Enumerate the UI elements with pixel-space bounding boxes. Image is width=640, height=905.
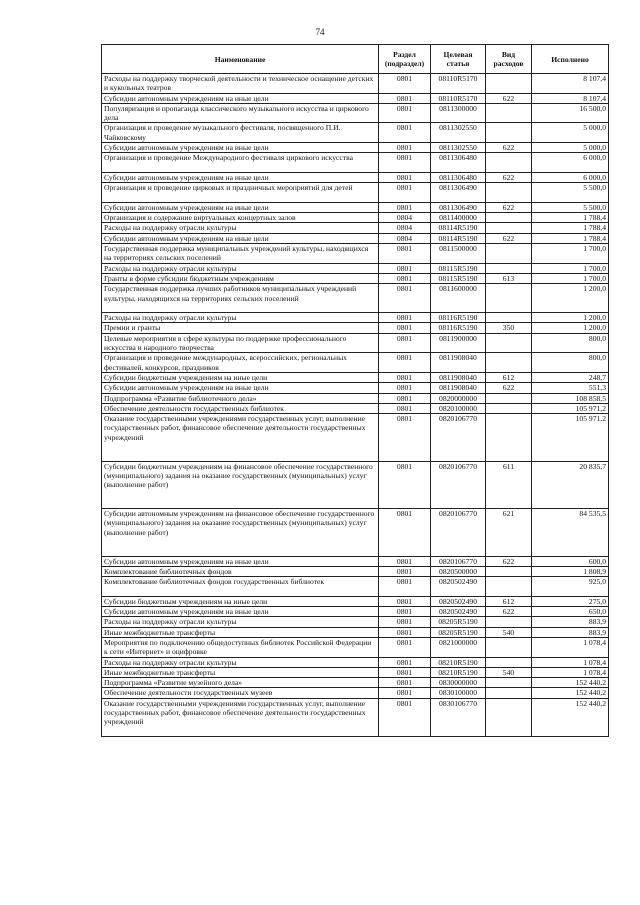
cell-executed: 6 000,0 [532, 153, 609, 173]
cell-target: 0811306490 [431, 202, 486, 212]
cell-executed: 5 000,0 [532, 143, 609, 153]
cell-section: 0801 [379, 333, 431, 353]
table-row [102, 93, 609, 103]
cell-name: Обеспечение деятельности государственных библиотек [102, 403, 379, 413]
table-row [102, 172, 609, 182]
cell-executed: 5 000,0 [532, 123, 609, 143]
cell-target: 0821000000 [431, 637, 486, 657]
cell-section: 0801 [379, 688, 431, 698]
cell-section: 0801 [379, 103, 431, 123]
cell-section: 0801 [379, 284, 431, 313]
cell-name: Мероприятия по подключению общедоступных библиотек Российской Федерации к сети «Интернет» и оцифровке [102, 637, 379, 657]
cell-section: 0801 [379, 566, 431, 576]
cell-expense-type: 622 [486, 202, 532, 212]
cell-expense-type: 622 [486, 93, 532, 103]
cell-expense-type [486, 313, 532, 323]
cell-name: Организация и проведение музыкального фестиваля, посвященного П.И. Чайковскому [102, 123, 379, 143]
cell-target: 08205R5190 [431, 627, 486, 637]
cell-expense-type: 622 [486, 172, 532, 182]
cell-section: 0801 [379, 143, 431, 153]
cell-name: Популяризация и пропаганда классического музыкального искусства и циркового дела [102, 103, 379, 123]
cell-section: 0801 [379, 461, 431, 509]
cell-target: 08114R5190 [431, 233, 486, 243]
cell-target: 0811306480 [431, 153, 486, 173]
cell-expense-type: 622 [486, 556, 532, 566]
cell-section: 0801 [379, 383, 431, 393]
cell-expense-type [486, 393, 532, 403]
cell-expense-type [486, 678, 532, 688]
cell-name: Организация и проведение международных, всероссийских, региональных фестивалей, конкурсов, праздников [102, 353, 379, 373]
cell-target: 0820502490 [431, 596, 486, 606]
cell-executed: 1 078,4 [532, 657, 609, 667]
cell-expense-type [486, 414, 532, 462]
cell-executed: 883,9 [532, 627, 609, 637]
budget-execution-table [101, 44, 609, 737]
cell-section: 0801 [379, 577, 431, 597]
cell-expense-type [486, 74, 532, 94]
cell-target: 08116R5190 [431, 313, 486, 323]
table-row [102, 556, 609, 566]
cell-expense-type [486, 284, 532, 313]
table-body [102, 74, 609, 737]
page-number: 74 [315, 27, 325, 37]
cell-expense-type [486, 403, 532, 413]
cell-expense-type [486, 244, 532, 264]
cell-name: Иные межбюджетные трансферты [102, 667, 379, 677]
header-name: Наименование [102, 45, 379, 74]
cell-name: Субсидии автономным учреждениям на иные цели [102, 607, 379, 617]
cell-target: 0811306490 [431, 183, 486, 203]
cell-expense-type [486, 153, 532, 173]
cell-target: 08116R5190 [431, 323, 486, 333]
cell-target: 0811908040 [431, 372, 486, 382]
cell-expense-type: 540 [486, 667, 532, 677]
cell-executed: 105 971,2 [532, 414, 609, 462]
cell-section: 0801 [379, 627, 431, 637]
cell-executed: 650,0 [532, 607, 609, 617]
cell-name: Субсидии автономным учреждениям на иные цели [102, 556, 379, 566]
cell-expense-type [486, 688, 532, 698]
cell-target: 08115R5190 [431, 273, 486, 283]
cell-name: Целевые мероприятия в сфере культуры по поддержке профессионального искусства и народного творчества [102, 333, 379, 353]
cell-name: Субсидии бюджетным учреждениям на иные цели [102, 372, 379, 382]
cell-expense-type: 540 [486, 627, 532, 637]
table-row [102, 233, 609, 243]
cell-target: 0820100000 [431, 403, 486, 413]
cell-name: Организация и проведение цирковых и праздничных мероприятий для детей [102, 183, 379, 203]
cell-expense-type [486, 263, 532, 273]
cell-target: 08114R5190 [431, 223, 486, 233]
cell-section: 0801 [379, 678, 431, 688]
cell-expense-type: 613 [486, 273, 532, 283]
cell-executed: 1 788,4 [532, 213, 609, 223]
cell-executed: 1 788,4 [532, 233, 609, 243]
cell-section: 0801 [379, 244, 431, 264]
cell-section: 0801 [379, 183, 431, 203]
cell-section: 0801 [379, 607, 431, 617]
cell-section: 0801 [379, 313, 431, 323]
cell-section: 0801 [379, 596, 431, 606]
cell-name: Расходы на поддержку отрасли культуры [102, 263, 379, 273]
cell-executed: 5 500,0 [532, 202, 609, 212]
cell-name: Субсидии автономным учреждениям на иные цели [102, 172, 379, 182]
table-row [102, 596, 609, 606]
table-row [102, 202, 609, 212]
cell-expense-type [486, 637, 532, 657]
table-row [102, 414, 609, 462]
cell-name: Расходы на поддержку отрасли культуры [102, 617, 379, 627]
cell-executed: 8 107,4 [532, 74, 609, 94]
cell-executed: 5 500,0 [532, 183, 609, 203]
cell-name: Субсидии автономным учреждениям на иные цели [102, 93, 379, 103]
cell-target: 0811300000 [431, 103, 486, 123]
cell-executed: 925,0 [532, 577, 609, 597]
cell-expense-type [486, 657, 532, 667]
cell-target: 0820106770 [431, 556, 486, 566]
cell-target: 0811900000 [431, 333, 486, 353]
cell-executed: 84 535,5 [532, 509, 609, 557]
cell-section: 0801 [379, 617, 431, 627]
cell-target: 08110R5170 [431, 74, 486, 94]
table-row [102, 698, 609, 736]
cell-name: Субсидии бюджетным учреждениям на финансовое обеспечение государственного (муниципального) задания на оказание государственных (муниципальных) услуг (выполнение работ) [102, 461, 379, 509]
cell-section: 0801 [379, 172, 431, 182]
cell-executed: 1 700,0 [532, 244, 609, 264]
cell-expense-type: 621 [486, 509, 532, 557]
cell-section: 0801 [379, 698, 431, 736]
cell-name: Оказание государственными учреждениями государственных услуг, выполнение государственных работ, финансовое обеспечение деятельности государственных учреждений [102, 414, 379, 462]
table-row [102, 393, 609, 403]
table-row [102, 627, 609, 637]
cell-expense-type [486, 617, 532, 627]
cell-section: 0801 [379, 273, 431, 283]
table-row [102, 273, 609, 283]
cell-expense-type: 622 [486, 607, 532, 617]
cell-expense-type: 622 [486, 143, 532, 153]
cell-target: 0811600000 [431, 284, 486, 313]
cell-executed: 105 971,2 [532, 403, 609, 413]
cell-executed: 1 078,4 [532, 667, 609, 677]
cell-name: Субсидии автономным учреждениям на финансовое обеспечение государственного (муниципального) задания на оказание государственных (муниципальных) услуг (выполнение работ) [102, 509, 379, 557]
cell-executed: 1 200,0 [532, 313, 609, 323]
cell-section: 0801 [379, 509, 431, 557]
cell-section: 0801 [379, 393, 431, 403]
cell-executed: 152 440,2 [532, 698, 609, 736]
cell-target: 0811500000 [431, 244, 486, 264]
cell-name: Государственная поддержка лучших работников муниципальных учреждений культуры, находящихся на территориях сельских поселений [102, 284, 379, 313]
cell-executed: 1 808,9 [532, 566, 609, 576]
cell-expense-type [486, 183, 532, 203]
cell-expense-type: 612 [486, 596, 532, 606]
table-row [102, 143, 609, 153]
cell-target: 0820106770 [431, 414, 486, 462]
cell-section: 0801 [379, 667, 431, 677]
header-target: Целевая статья [431, 45, 486, 74]
header-section: Раздел (подраздел) [379, 45, 431, 74]
cell-expense-type [486, 103, 532, 123]
cell-expense-type [486, 353, 532, 373]
cell-section: 0804 [379, 213, 431, 223]
table-row [102, 577, 609, 597]
cell-target: 0811908040 [431, 353, 486, 373]
table-row [102, 263, 609, 273]
table-header-row [102, 45, 609, 74]
table-row [102, 403, 609, 413]
cell-executed: 1 700,0 [532, 273, 609, 283]
cell-executed: 152 440,2 [532, 688, 609, 698]
table-row [102, 353, 609, 373]
cell-executed: 551,3 [532, 383, 609, 393]
cell-name: Организация и проведение Международного фестиваля циркового искусства [102, 153, 379, 173]
table-row [102, 103, 609, 123]
table-row [102, 183, 609, 203]
table-row [102, 284, 609, 313]
cell-executed: 1 200,0 [532, 284, 609, 313]
table-row [102, 74, 609, 94]
cell-executed: 108 858,5 [532, 393, 609, 403]
cell-name: Организация и содержание виртуальных концертных залов [102, 213, 379, 223]
cell-executed: 883,9 [532, 617, 609, 627]
table-row [102, 637, 609, 657]
header-executed: Исполнено [532, 45, 609, 74]
cell-target: 0820106770 [431, 509, 486, 557]
cell-target: 0820106770 [431, 461, 486, 509]
cell-section: 0804 [379, 223, 431, 233]
table-row [102, 244, 609, 264]
cell-executed: 6 000,0 [532, 172, 609, 182]
cell-executed: 20 835,7 [532, 461, 609, 509]
cell-name: Иные межбюджетные трансферты [102, 627, 379, 637]
table-row [102, 566, 609, 576]
cell-executed: 800,0 [532, 353, 609, 373]
cell-name: Премии и гранты [102, 323, 379, 333]
table-row [102, 607, 609, 617]
cell-target: 08110R5170 [431, 93, 486, 103]
cell-name: Расходы на поддержку творческой деятельности и техническое оснащение детских и кукольных театров [102, 74, 379, 94]
cell-name: Расходы на поддержку отрасли культуры [102, 223, 379, 233]
cell-section: 0801 [379, 556, 431, 566]
cell-target: 0811908040 [431, 383, 486, 393]
cell-expense-type: 350 [486, 323, 532, 333]
table-row [102, 688, 609, 698]
table-row [102, 509, 609, 557]
cell-target: 08115R5190 [431, 263, 486, 273]
cell-section: 0801 [379, 74, 431, 94]
cell-section: 0801 [379, 637, 431, 657]
cell-section: 0801 [379, 372, 431, 382]
cell-name: Субсидии автономным учреждениям на иные цели [102, 202, 379, 212]
cell-expense-type: 622 [486, 233, 532, 243]
cell-target: 0820502490 [431, 577, 486, 597]
table-row [102, 213, 609, 223]
cell-executed: 8 107,4 [532, 93, 609, 103]
cell-name: Расходы на поддержку отрасли культуры [102, 313, 379, 323]
cell-name: Гранты в форме субсидии бюджетным учреждениям [102, 273, 379, 283]
cell-name: Расходы на поддержку отрасли культуры [102, 657, 379, 667]
cell-name: Комплектование библиотечных фондов [102, 566, 379, 576]
cell-target: 0830100000 [431, 688, 486, 698]
cell-target: 08210R5190 [431, 667, 486, 677]
cell-section: 0804 [379, 233, 431, 243]
cell-executed: 152 440,2 [532, 678, 609, 688]
cell-name: Оказание государственными учреждениями государственных услуг, выполнение государственных работ, финансовое обеспечение деятельности государственных учреждений [102, 698, 379, 736]
cell-section: 0801 [379, 202, 431, 212]
table-row [102, 372, 609, 382]
cell-target: 0820000000 [431, 393, 486, 403]
cell-name: Субсидии автономным учреждениям на иные цели [102, 233, 379, 243]
cell-section: 0801 [379, 263, 431, 273]
cell-executed: 600,0 [532, 556, 609, 566]
cell-section: 0801 [379, 153, 431, 173]
table-row [102, 461, 609, 509]
cell-section: 0801 [379, 403, 431, 413]
cell-expense-type [486, 223, 532, 233]
cell-target: 0830106770 [431, 698, 486, 736]
cell-expense-type [486, 577, 532, 597]
cell-name: Подпрограмма «Развитие музейного дела» [102, 678, 379, 688]
cell-expense-type [486, 566, 532, 576]
cell-target: 0811400000 [431, 213, 486, 223]
cell-section: 0801 [379, 657, 431, 667]
cell-name: Комплектование библиотечных фондов государственных библиотек [102, 577, 379, 597]
cell-target: 0830000000 [431, 678, 486, 688]
cell-target: 0820500000 [431, 566, 486, 576]
table-row [102, 323, 609, 333]
table-row [102, 333, 609, 353]
cell-name: Государственная поддержка муниципальных учреждений культуры, находящихся на территориях сельских поселений [102, 244, 379, 264]
cell-executed: 275,0 [532, 596, 609, 606]
table-row [102, 383, 609, 393]
cell-expense-type [486, 213, 532, 223]
cell-expense-type [486, 698, 532, 736]
header-expense-type: Вид расходов [486, 45, 532, 74]
cell-section: 0801 [379, 93, 431, 103]
cell-expense-type [486, 333, 532, 353]
table-row [102, 657, 609, 667]
table-row [102, 313, 609, 323]
cell-expense-type [486, 123, 532, 143]
cell-executed: 1 788,4 [532, 223, 609, 233]
table-row [102, 617, 609, 627]
cell-expense-type: 611 [486, 461, 532, 509]
cell-target: 08205R5190 [431, 617, 486, 627]
table-row [102, 678, 609, 688]
cell-name: Субсидии автономным учреждениям на иные цели [102, 383, 379, 393]
cell-executed: 800,0 [532, 333, 609, 353]
cell-section: 0801 [379, 123, 431, 143]
cell-name: Субсидии бюджетным учреждениям на иные цели [102, 596, 379, 606]
cell-section: 0801 [379, 353, 431, 373]
cell-executed: 1 700,0 [532, 263, 609, 273]
cell-expense-type: 612 [486, 372, 532, 382]
cell-target: 0811306480 [431, 172, 486, 182]
cell-executed: 248,7 [532, 372, 609, 382]
table-row [102, 123, 609, 143]
cell-target: 08210R5190 [431, 657, 486, 667]
cell-executed: 1 078,4 [532, 637, 609, 657]
cell-executed: 16 500,0 [532, 103, 609, 123]
cell-target: 0811302550 [431, 123, 486, 143]
cell-section: 0801 [379, 323, 431, 333]
cell-section: 0801 [379, 414, 431, 462]
cell-name: Обеспечение деятельности государственных музеев [102, 688, 379, 698]
table-row [102, 153, 609, 173]
cell-name: Подпрограмма «Развитие библиотечного дела» [102, 393, 379, 403]
table-row [102, 667, 609, 677]
cell-target: 0811302550 [431, 143, 486, 153]
table-row [102, 223, 609, 233]
cell-name: Субсидии автономным учреждениям на иные цели [102, 143, 379, 153]
cell-executed: 1 200,0 [532, 323, 609, 333]
cell-target: 0820502490 [431, 607, 486, 617]
cell-expense-type: 622 [486, 383, 532, 393]
